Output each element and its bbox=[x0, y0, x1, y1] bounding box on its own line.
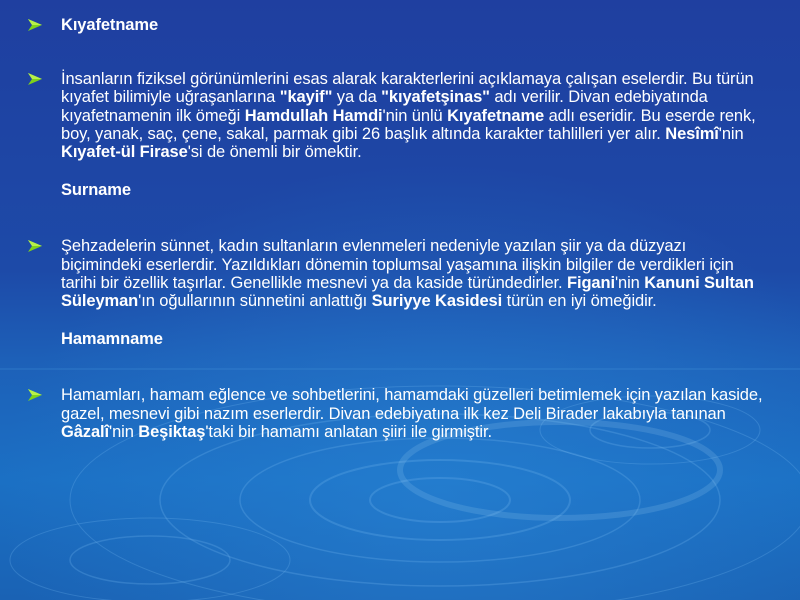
bold-term: "kıyafetşinas" bbox=[381, 88, 490, 107]
bold-name: Kanuni Sultan Süleyman bbox=[61, 273, 754, 311]
text-run: 'taki bir hamamı anlatan şiiri ile girmiştir. bbox=[205, 422, 492, 441]
text-run: adlı eseridir. Bu eserde renk, boy, yanak, saç, çene, sakal, parmak gibi 26 başlık altında karakter tahlilleri yer alır. bbox=[61, 106, 756, 143]
paragraph-text bbox=[61, 237, 768, 310]
bold-name: Gâzalî bbox=[61, 422, 110, 441]
bullet-item-kiyafetname-description bbox=[28, 70, 768, 161]
arrowhead-bullet-icon bbox=[28, 73, 42, 85]
arrowhead-bullet-icon bbox=[28, 240, 42, 252]
bold-title: Kıyafetname bbox=[447, 106, 545, 125]
slide-body bbox=[28, 16, 768, 441]
text-run: İnsanların fiziksel görünümlerini esas alarak karakterlerini açıklamaya çalışan eselerdir. Bu türün kıyafet bilimiyle uğraşanlarına bbox=[61, 70, 754, 107]
bullet-item-hamamname-description bbox=[28, 386, 768, 441]
bold-name: Figani bbox=[566, 273, 615, 292]
text-run: 'si de önemli bir ömektir. bbox=[187, 143, 362, 162]
text-run: 'nin ünlü bbox=[382, 106, 448, 125]
text-run: 'nin bbox=[109, 422, 139, 441]
bold-title: Suriyye Kasidesi bbox=[371, 292, 503, 311]
bullet-item-surname-description bbox=[28, 237, 768, 310]
section-heading: Kıyafetname bbox=[61, 16, 159, 34]
arrowhead-bullet-icon bbox=[28, 389, 42, 401]
section-heading-hamamname: Hamamname bbox=[61, 330, 163, 349]
paragraph-text bbox=[61, 70, 768, 161]
text-run: 'nin bbox=[718, 124, 744, 143]
bullet-item-kiyafetname bbox=[28, 16, 768, 34]
section-heading-surname: Surname bbox=[61, 181, 131, 200]
text-run: 'nin bbox=[614, 273, 645, 292]
text-run: Şehzadelerin sünnet, kadın sultanların evlenmeleri nedeniyle yazılan şiir ya da düzyazı biçimindeki eserlerdir. Yazıldıkları dönemin toplumsal yaşamına ilişkin bilgiler de verdikleri için tarihi bir özellik taşırlar. Genellikle mesnevi ya da kaside türündedirler. bbox=[61, 237, 734, 292]
text-run: ya da bbox=[332, 88, 382, 107]
bold-name: Nesîmî bbox=[665, 124, 719, 143]
bold-place: Beşiktaş bbox=[138, 422, 206, 441]
paragraph-text bbox=[61, 386, 768, 441]
arrowhead-bullet-icon bbox=[28, 19, 42, 31]
bold-term: "kayif" bbox=[279, 88, 333, 107]
text-run: türün en iyi ömeğidir. bbox=[502, 292, 657, 311]
bold-name: Hamdullah Hamdi bbox=[244, 106, 383, 125]
text-run: 'ın oğullarının sünnetini anlattığı bbox=[138, 292, 372, 311]
text-run: Hamamları, hamam eğlence ve sohbetlerini, hamamdaki güzelleri betimlemek için yazılan kaside, gazel, mesnevi gibi nazım eserlerdir. Divan edebiyatına ilk kez Deli Birader lakabıyla tanınan bbox=[61, 386, 763, 423]
bold-title: Kıyafet-ül Firase bbox=[61, 143, 188, 162]
text-run: adı verilir. Divan edebiyatında kıyafetnamenin ilk ömeği bbox=[61, 88, 708, 125]
